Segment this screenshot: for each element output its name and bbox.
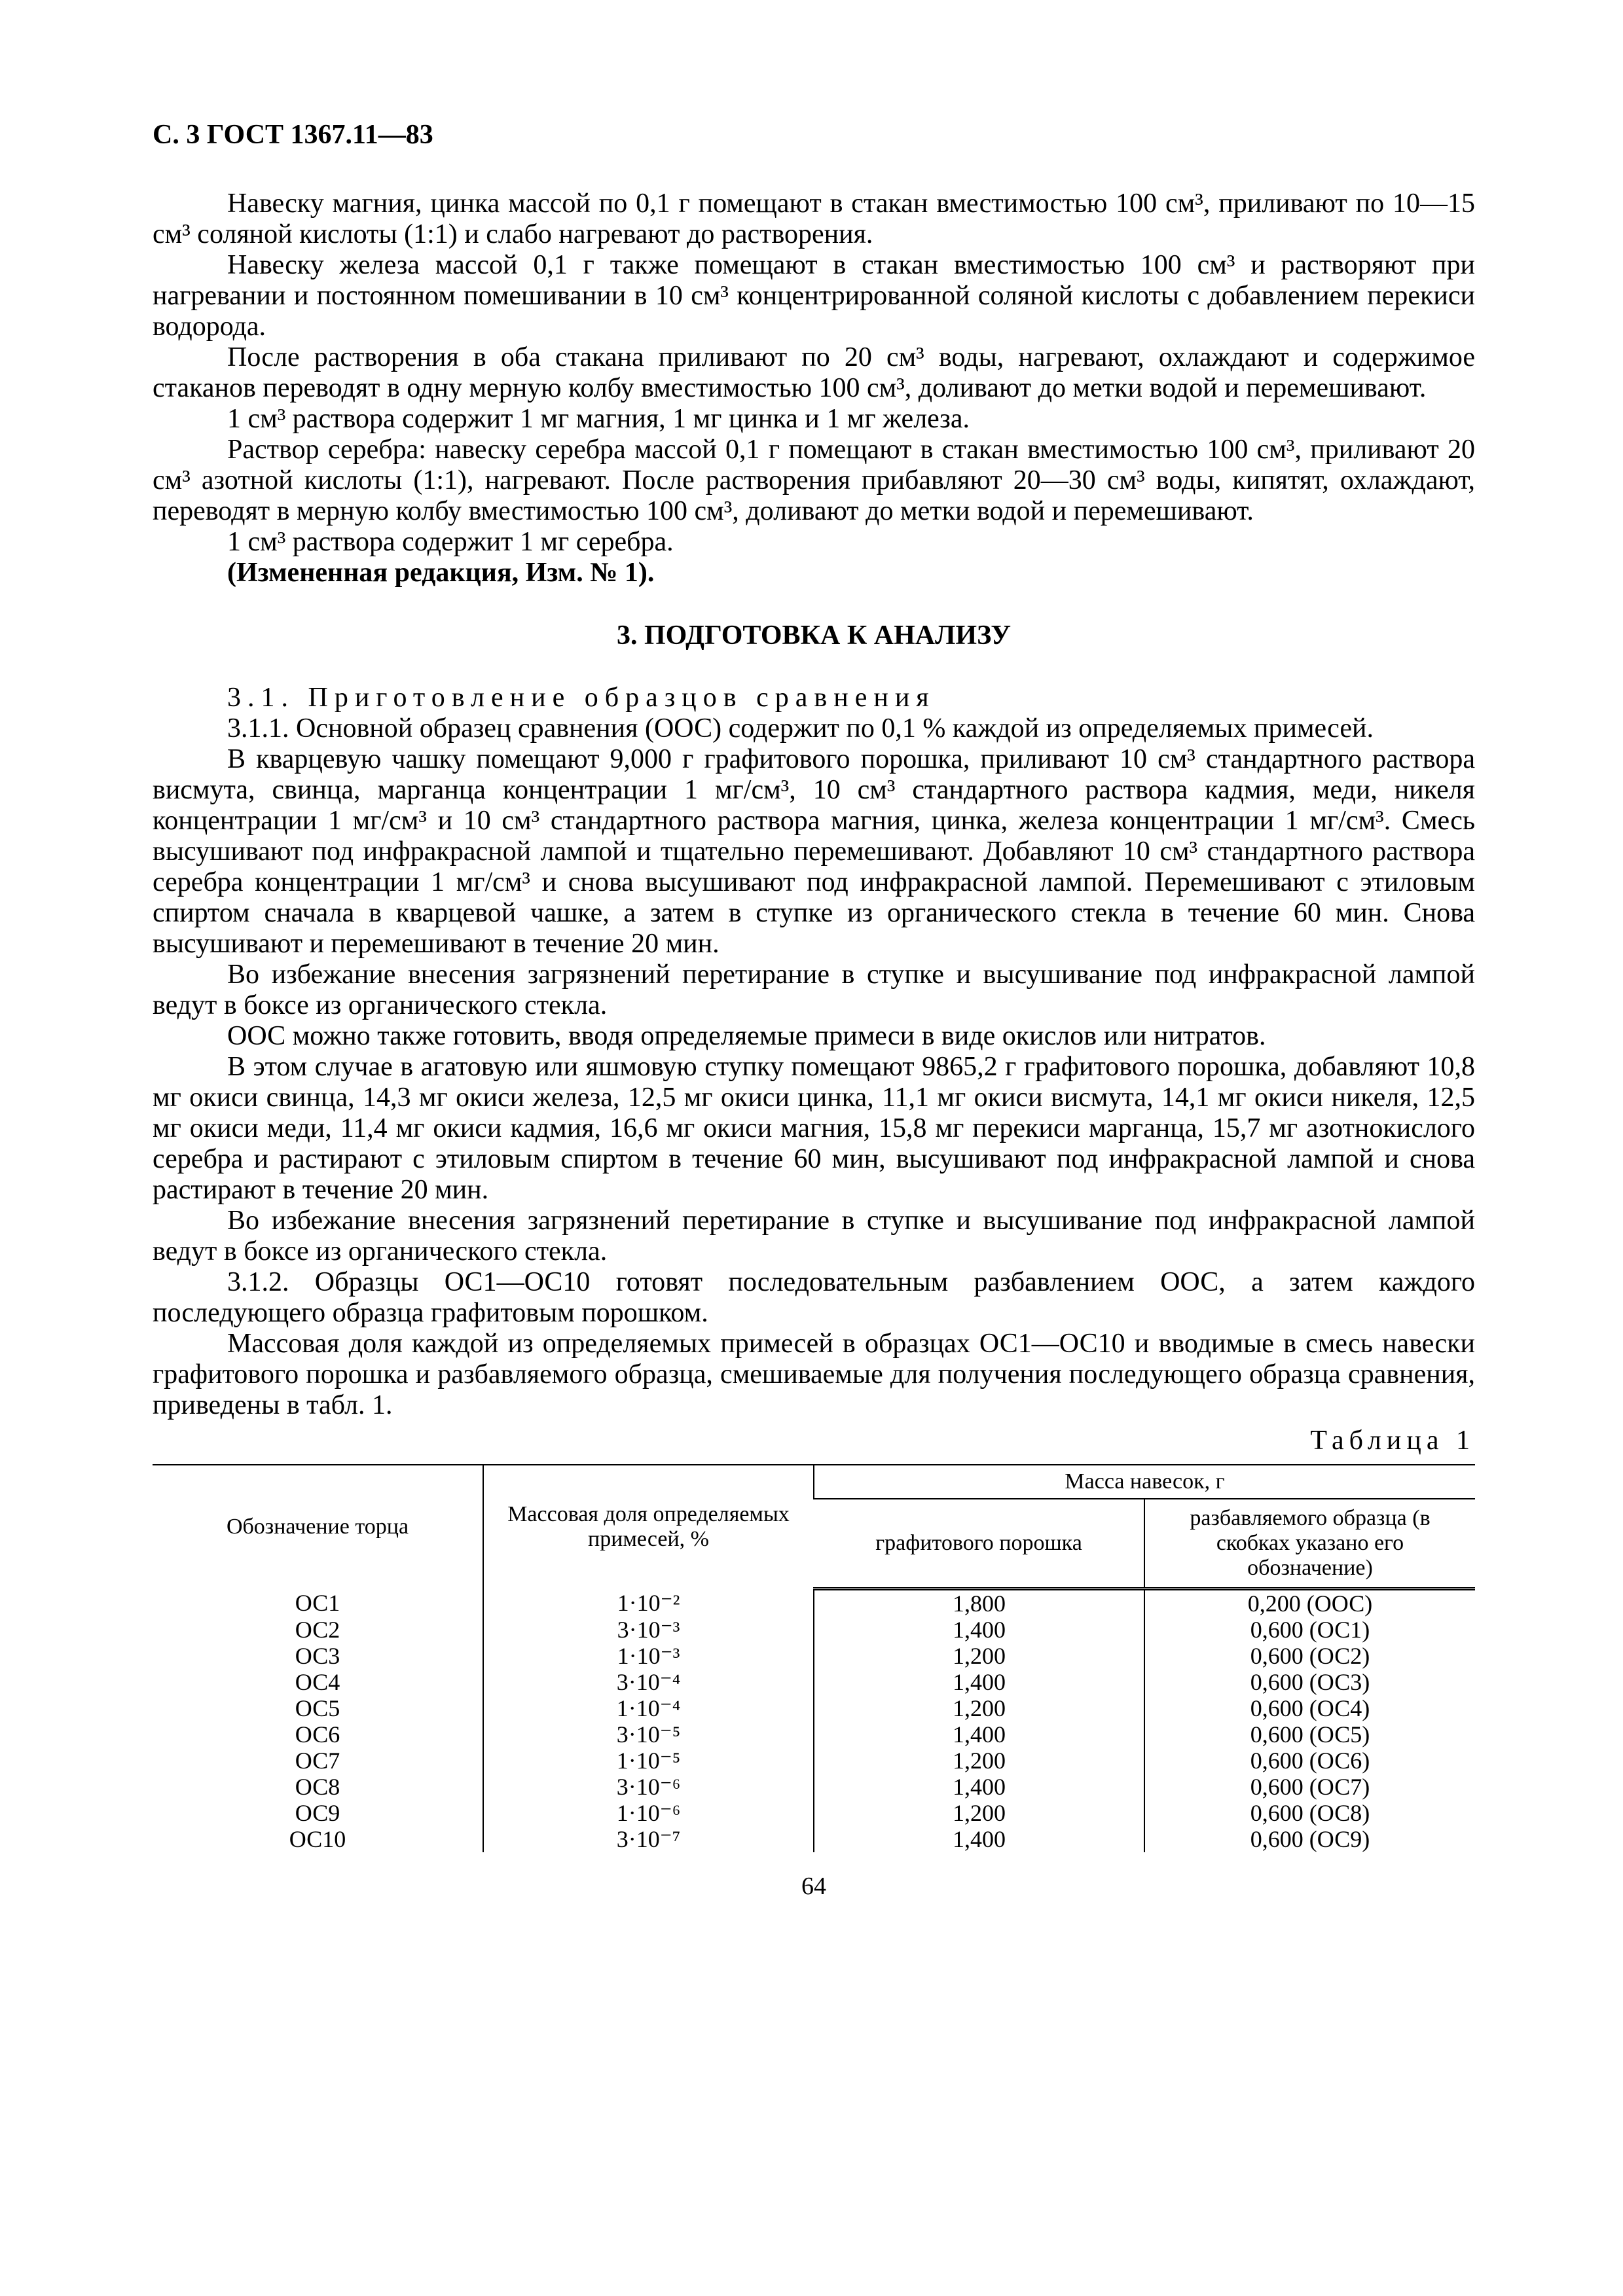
paragraph: 3.1.2. Образцы ОС1—ОС10 готовят последовательным разбавлением ООС, а затем каждого последующего образца графитовым порошком.	[153, 1267, 1475, 1328]
table-row	[153, 1774, 1475, 1800]
cell-diluted: 0,600 (ОС8)	[1144, 1800, 1475, 1826]
cell-diluted: 0,600 (ОС6)	[1144, 1748, 1475, 1774]
table-row	[153, 1695, 1475, 1721]
cell-designation: ОС3	[295, 1643, 340, 1669]
samples-table	[153, 1464, 1475, 1852]
cell-designation: ОС4	[295, 1669, 340, 1695]
cell-designation: ОС8	[295, 1774, 340, 1800]
cell-fraction: 3·10⁻³	[483, 1617, 814, 1643]
paragraph: 3.1.1. Основной образец сравнения (ООС) содержит по 0,1 % каждой из определяемых примесей.	[227, 713, 1374, 744]
paragraph: 1 см³ раствора содержит 1 мг серебра.	[227, 527, 674, 557]
cell-diluted: 0,600 (ОС3)	[1144, 1669, 1475, 1695]
cell-fraction: 1·10⁻⁶	[483, 1800, 814, 1826]
cell-graphite: 1,200	[814, 1695, 1144, 1721]
table-row	[153, 1800, 1475, 1826]
cell-diluted: 0,600 (ОС9)	[1144, 1826, 1475, 1852]
paragraph: После растворения в оба стакана приливают по 20 см³ воды, нагревают, охлаждают и содержимое стаканов переводят в одну мерную колбу вместимостью 100 см³, доливают до метки водой и перемешивают.	[153, 342, 1475, 403]
table-row	[153, 1721, 1475, 1748]
cell-graphite: 1,400	[814, 1721, 1144, 1748]
cell-graphite: 1,200	[814, 1748, 1144, 1774]
paragraph: 1 см³ раствора содержит 1 мг магния, 1 мг цинка и 1 мг железа.	[227, 404, 970, 434]
header-mass-fraction: Массовая доля определяемых примесей, %	[483, 1465, 814, 1589]
cell-graphite: 1,200	[814, 1800, 1144, 1826]
paragraph: Раствор серебра: навеску серебра массой 0,1 г помещают в стакан вместимостью 100 см³, приливают 20 см³ азотной кислоты (1:1), нагревают. После растворения прибавляют 20—30 см³ воды, кипятят, охлаждают, переводят в мерную колбу вместимостью 100 см³, доливают до метки водой и перемешивают.	[153, 435, 1475, 526]
paragraph: Массовая доля каждой из определяемых примесей в образцах ОС1—ОС10 и вводимые в смесь навески графитового порошка и разбавляемого образца, смешиваемые для получения последующего образца сравнения, приведены в табл. 1.	[153, 1329, 1475, 1420]
cell-designation: ОС6	[295, 1721, 340, 1748]
paragraph: Во избежание внесения загрязнений перетирание в ступке и высушивание под инфракрасной лампой ведут в боксе из органического стекла.	[153, 1206, 1475, 1266]
cell-fraction: 1·10⁻⁵	[483, 1748, 814, 1774]
cell-designation: ОС9	[295, 1800, 340, 1826]
paragraph: Навеску магния, цинка массой по 0,1 г помещают в стакан вместимостью 100 см³, приливают по 10—15 см³ соляной кислоты (1:1) и слабо нагревают до растворения.	[153, 188, 1475, 249]
section-title: 3. ПОДГОТОВКА К АНАЛИЗУ	[616, 620, 1012, 651]
paragraph: ООС можно также готовить, вводя определяемые примеси в виде окислов или нитратов.	[227, 1021, 1266, 1051]
paragraphs-top	[153, 188, 1475, 588]
header-diluted: разбавляемого образца (в скобках указано его обозначение)	[1144, 1499, 1475, 1589]
header-mass-group: Масса навесок, г	[814, 1465, 1475, 1499]
table-body	[153, 1589, 1475, 1853]
cell-designation: ОС2	[295, 1617, 340, 1643]
paragraph: Во избежание внесения загрязнений перетирание в ступке и высушивание под инфракрасной лампой ведут в боксе из органического стекла.	[153, 960, 1475, 1020]
header-graphite: графитового порошка	[814, 1499, 1144, 1589]
cell-graphite: 1,400	[814, 1774, 1144, 1800]
cell-graphite: 1,800	[814, 1589, 1144, 1617]
cell-diluted: 0,600 (ОС2)	[1144, 1643, 1475, 1669]
cell-fraction: 1·10⁻²	[483, 1589, 814, 1617]
cell-diluted: 0,600 (ОС7)	[1144, 1774, 1475, 1800]
paragraph: В кварцевую чашку помещают 9,000 г графитового порошка, приливают 10 см³ стандартного раствора висмута, свинца, марганца концентрации 1 мг/см³, 10 см³ стандартного раствора кадмия, меди, никеля концентрации 1 мг/см³ и 10 см³ стандартного раствора магния, цинка, железа концентрации 1 мг/см³. Смесь высушивают под инфракрасной лампой и тщательно перемешивают. Добавляют 10 см³ стандартного раствора серебра концентрации 1 мг/см³ и снова высушивают под инфракрасной лампой. Перемешивают с этиловым спиртом сначала в кварцевой чашке, а затем в ступке из органического стекла в течение 60 мин. Снова высушивают и перемешивают в течение 20 мин.	[153, 744, 1475, 959]
table-row	[153, 1643, 1475, 1669]
cell-fraction: 3·10⁻⁶	[483, 1774, 814, 1800]
cell-fraction: 3·10⁻⁵	[483, 1721, 814, 1748]
cell-fraction: 1·10⁻³	[483, 1643, 814, 1669]
document-header: С. 3 ГОСТ 1367.11—83	[153, 120, 433, 150]
table-row	[153, 1617, 1475, 1643]
page-number: 64	[801, 1873, 826, 1900]
cell-designation: ОС1	[295, 1589, 340, 1616]
amendment-note: (Измененная редакция, Изм. № 1).	[227, 558, 655, 588]
table-row	[153, 1669, 1475, 1695]
document-page	[153, 118, 1475, 1901]
cell-designation: ОС10	[289, 1826, 346, 1852]
cell-graphite: 1,400	[814, 1617, 1144, 1643]
header-designation: Обозначение торца	[153, 1465, 483, 1589]
cell-diluted: 0,600 (ОС5)	[1144, 1721, 1475, 1748]
paragraph: Навеску железа массой 0,1 г также помещают в стакан вместимостью 100 см³ и растворяют при нагревании и постоянном помешивании в 10 см³ концентрированной соляной кислоты с добавлением перекиси водорода.	[153, 250, 1475, 342]
paragraph: В этом случае в агатовую или яшмовую ступку помещают 9865,2 г графитового порошка, добавляют 10,8 мг окиси свинца, 14,3 мг окиси железа, 12,5 мг окиси цинка, 11,1 мг окиси висмута, 14,1 мг окиси никеля, 12,5 мг окиси меди, 11,4 мг окиси кадмия, 16,6 мг окиси магния, 15,8 мг перекиси марганца, 15,7 мг азотнокислого серебра и растирают с этиловым спиртом в течение 60 мин, высушивают под инфракрасной лампой и снова растирают в течение 20 мин.	[153, 1052, 1475, 1205]
cell-fraction: 3·10⁻⁷	[483, 1826, 814, 1852]
cell-graphite: 1,400	[814, 1669, 1144, 1695]
cell-designation: ОС5	[295, 1695, 340, 1721]
paragraphs-bottom	[153, 713, 1475, 1421]
table-row	[153, 1748, 1475, 1774]
cell-fraction: 3·10⁻⁴	[483, 1669, 814, 1695]
cell-diluted: 0,600 (ОС4)	[1144, 1695, 1475, 1721]
cell-designation: ОС7	[295, 1748, 340, 1774]
table-row	[153, 1589, 1475, 1617]
cell-diluted: 0,600 (ОС1)	[1144, 1617, 1475, 1643]
cell-graphite: 1,200	[814, 1643, 1144, 1669]
cell-diluted: 0,200 (ООС)	[1144, 1589, 1475, 1617]
cell-graphite: 1,400	[814, 1826, 1144, 1852]
cell-fraction: 1·10⁻⁴	[483, 1695, 814, 1721]
table-row	[153, 1826, 1475, 1852]
subsection-title: 3.1. Приготовление образцов сравнения	[227, 683, 936, 713]
table-caption: Таблица 1	[1310, 1426, 1475, 1456]
